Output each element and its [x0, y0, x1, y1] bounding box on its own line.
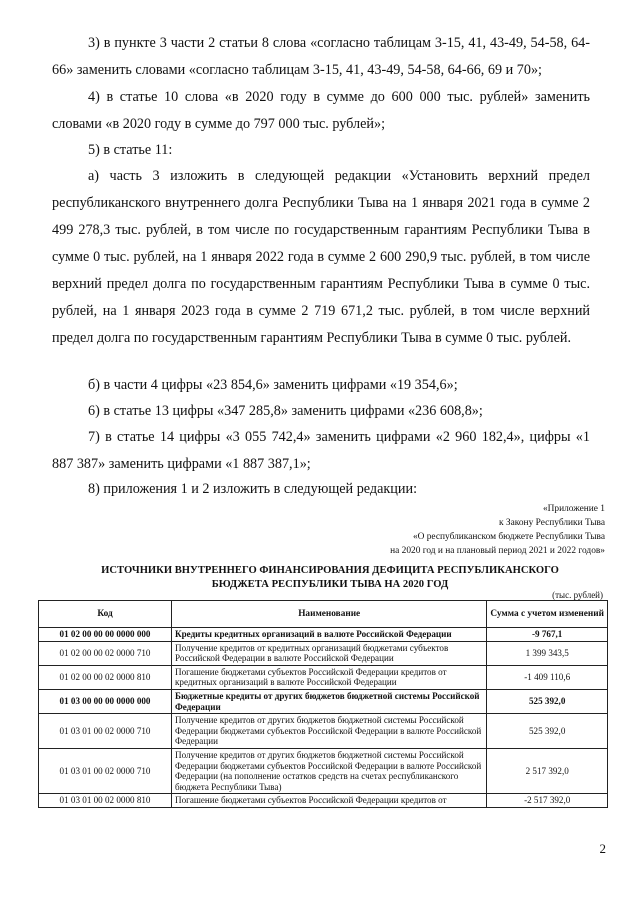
- row-code: 01 03 01 00 02 0000 710: [39, 748, 172, 793]
- row-sum: -1 409 110,6: [487, 665, 608, 689]
- row-code: 01 03 00 00 00 0000 000: [39, 689, 172, 713]
- table-row: [39, 641, 608, 665]
- paragraph-text: 3) в пункте 3 части 2 статьи 8 слова «согласно таблицам 3-15, 41, 43-49, 54-58, 64-66» заменить словами «согласно таблицам 3-15, 41, 43-49, 54-58, 64-66, 69 и 70»;: [52, 35, 590, 78]
- paragraph-5b: [52, 372, 590, 399]
- row-sum: 525 392,0: [487, 714, 608, 749]
- row-code: 01 02 00 00 02 0000 710: [39, 641, 172, 665]
- appendix-heading: [305, 502, 605, 558]
- paragraph-text: 5) в статье 11:: [88, 142, 173, 158]
- row-code: 01 02 00 00 02 0000 810: [39, 665, 172, 689]
- row-code: 01 02 00 00 00 0000 000: [39, 628, 172, 642]
- row-sum: 525 392,0: [487, 689, 608, 713]
- row-name: Получение кредитов от других бюджетов бюджетной системы Российской Федерации бюджетами субъектов Российской Федерации в валюте Российской Федерации: [172, 714, 487, 749]
- appendix-line: на 2020 год и на плановый период 2021 и 2022 годов»: [390, 546, 605, 556]
- paragraph-text: 6) в статье 13 цифры «347 285,8» заменить цифрами «236 608,8»;: [88, 403, 483, 419]
- table-row: [39, 665, 608, 689]
- units-label: (тыс. рублей): [552, 590, 603, 600]
- table-row: [39, 714, 608, 749]
- table-row: [39, 689, 608, 713]
- table-row: [39, 748, 608, 793]
- table-title-line: БЮДЖЕТА РЕСПУБЛИКИ ТЫВА НА 2020 ГОД: [211, 579, 449, 590]
- paragraph-6: [52, 398, 590, 425]
- header-sum: Сумма с учетом изменений: [487, 601, 608, 628]
- row-name: Получение кредитов от кредитных организаций бюджетами субъектов Российской Федерации в валюте Российской Федерации: [172, 641, 487, 665]
- header-code: Код: [39, 601, 172, 628]
- table-row: [39, 628, 608, 642]
- paragraph-3: [52, 30, 590, 84]
- row-name: Получение кредитов от других бюджетов бюджетной системы Российской Федерации бюджетами субъектов Российской Федерации в валюте Российской Федерации (на пополнение остатков средств на счетах республиканского бюджета Республики Тыва): [172, 748, 487, 793]
- paragraph-7: [52, 424, 590, 478]
- paragraph-text: а) часть 3 изложить в следующей редакции «Установить верхний предел республиканского внутреннего долга Республики Тыва на 1 января 2021 года в сумме 2 499 278,3 тыс. рублей, в том числе по государственным гарантиям Республики Тыва в сумме 0 тыс. рублей, на 1 января 2022 года в сумме 2 600 290,9 тыс. рублей, в том числе верхний предел долга по государственным гарантиям Республики Тыва в сумме 0 тыс. рублей, на 1 января 2023 года в сумме 2 719 671,2 тыс. рублей, в том числе верхний предел долга по государственным гарантиям Республики Тыва в сумме 0 тыс. рублей.: [52, 168, 590, 346]
- paragraph-text: 4) в статье 10 слова «в 2020 году в сумме до 600 000 тыс. рублей» заменить словами «в 2020 году в сумме до 797 000 тыс. рублей»;: [52, 89, 590, 132]
- appendix-line: к Закону Республики Тыва: [499, 518, 605, 528]
- row-name: Погашение бюджетами субъектов Российской Федерации кредитов от: [172, 794, 487, 808]
- row-sum: -9 767,1: [487, 628, 608, 642]
- row-name: Кредиты кредитных организаций в валюте Российской Федерации: [172, 628, 487, 642]
- table-row: [39, 794, 608, 808]
- paragraph-8: [52, 476, 590, 503]
- paragraph-5: [52, 137, 590, 164]
- row-name: Бюджетные кредиты от других бюджетов бюджетной системы Российской Федерации: [172, 689, 487, 713]
- paragraph-text: 8) приложения 1 и 2 изложить в следующей редакции:: [88, 481, 418, 497]
- appendix-line: «Приложение 1: [542, 504, 605, 514]
- header-name: Наименование: [172, 601, 487, 628]
- paragraph-4: [52, 84, 590, 138]
- row-sum: 1 399 343,5: [487, 641, 608, 665]
- table-title-line: ИСТОЧНИКИ ВНУТРЕННЕГО ФИНАНСИРОВАНИЯ ДЕФИЦИТА РЕСПУБЛИКАНСКОГО: [101, 565, 559, 576]
- row-sum: -2 517 392,0: [487, 794, 608, 808]
- row-name: Погашение бюджетами субъектов Российской Федерации кредитов от кредитных организаций в валюте Российской Федерации: [172, 665, 487, 689]
- table-header-row: [39, 601, 608, 628]
- row-code: 01 03 01 00 02 0000 810: [39, 794, 172, 808]
- paragraph-5a: [52, 163, 590, 352]
- page-number: 2: [599, 841, 606, 856]
- paragraph-text: 7) в статье 14 цифры «3 055 742,4» заменить цифрами «2 960 182,4», цифры «1 887 387» заменить цифрами «1 887 387,1»;: [52, 429, 590, 472]
- row-sum: 2 517 392,0: [487, 748, 608, 793]
- table-title: [100, 564, 560, 592]
- financing-table: [38, 600, 608, 808]
- row-code: 01 03 01 00 02 0000 710: [39, 714, 172, 749]
- paragraph-text: б) в части 4 цифры «23 854,6» заменить цифрами «19 354,6»;: [88, 377, 458, 393]
- appendix-line: «О республиканском бюджете Республики Тыва: [412, 532, 605, 542]
